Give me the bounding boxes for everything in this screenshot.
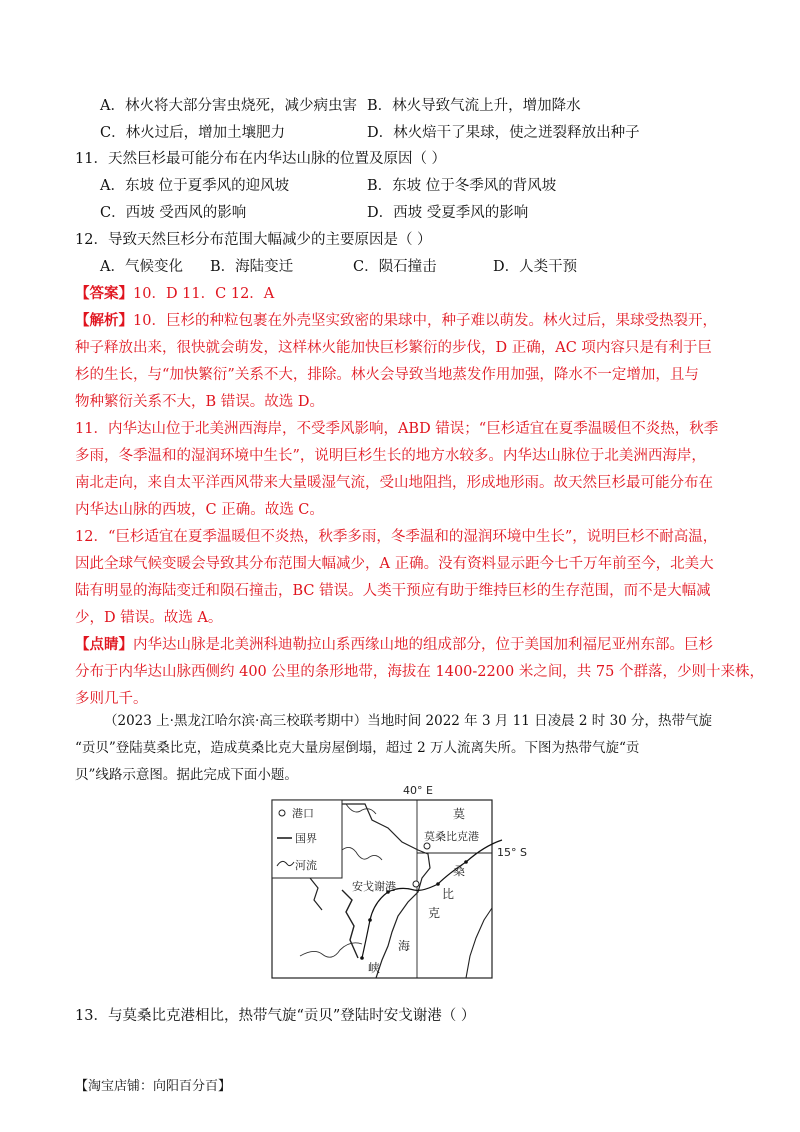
strait-char: 峡 [368,961,381,975]
comment-line: 多则几千。 [75,691,148,707]
q11-option-b: B．东坡 位于冬季风的背风坡 [367,178,557,194]
analysis-line: 多雨，冬季温和的湿润环境中生长”，说明巨杉生长的地方水较多。内华达山脉位于北美洲西海岸， [75,448,706,464]
q11-option-c: C．西坡 受西风的影响 [100,205,247,221]
analysis-line: 物种繁衍关系不大，B 错误。故选 D。 [75,394,324,410]
q12-option-a: A．气候变化 [100,259,183,275]
legend-river-label: 河流 [295,859,317,872]
river-1 [342,847,382,860]
analysis-text: 10．巨杉的种粒包裹在外壳坚实致密的果球中，种子难以萌发。林火过后，果球受热裂开， [133,313,717,329]
analysis-line: 12．“巨杉适宜在夏季温暖但不炎热，秋季多雨，冬季温和的湿润环境中生长”，说明巨杉不耐高温， [75,529,718,545]
country-char: 比 [442,887,455,901]
comment-tag: 【点睛】 [75,636,133,653]
q13-stem: 13．与莫桑比克港相比，热带气旋“贡贝”登陆时安戈谢港（ ） [75,1008,476,1024]
analysis-line: 因此全球气候变暖会导致其分布范围大幅减少，A 正确。没有资料显示距今七千万年前至今，北美大 [75,556,714,572]
cyclone-track [362,840,502,958]
analysis-line: 陆有明显的海陆变迁和陨石撞击，BC 错误。人类干预应有助于维持巨杉的生存范围，而不是大幅减 [75,583,711,599]
analysis-line: 少，D 错误。故选 A。 [75,610,223,626]
analysis-line: 南北走向，来自太平洋西风带来大量暖湿气流，受山地阻挡，形成地形雨。故天然巨杉最可能分布在 [75,475,713,491]
analysis-line: 内华达山脉的西坡，C 正确。故选 C。 [75,502,324,518]
q12-option-d: D．人类干预 [493,259,578,275]
legend-border-label: 国界 [295,832,317,845]
q10-option-c: C．林火过后，增加土壤肥力 [100,125,286,141]
national-border [310,878,322,910]
country-char: 莫 [453,807,466,821]
track-point [368,918,372,922]
mozambique-port-marker [424,843,430,849]
comment-text: 内华达山脉是北美洲科迪勒拉山系西缘山地的组成部分，位于美国加利福尼亚州东部。巨杉 [133,637,713,653]
lat-label: 15° S [497,846,527,859]
analysis-line: 种子释放出来，很快就会萌发，这样林火能加快巨杉繁衍的步伐，D 正确，AC 项内容只是有利于巨 [75,340,712,356]
q12-option-c: C．陨石撞击 [353,259,437,275]
q11-stem: 11．天然巨杉最可能分布在内华达山脉的位置及原因（ ） [75,151,447,167]
footer-shop: 【淘宝店铺：向阳百分百】 [75,1079,232,1094]
comment-line: 分布于内华达山脉西侧约 400 公里的条形地带，海拔在 1400-2200 米之间，共 75 个群落，少则十来株， [75,664,764,680]
lon-label: 40° E [403,784,433,797]
angoche-port-label: 安戈谢港 [352,880,396,893]
cyclone-track-map [270,780,530,980]
country-char: 克 [428,906,441,920]
analysis-line: 杉的生长，与“加快繁衍”关系不大，排除。林火会导致当地蒸发作用加强，降水不一定增加，且与 [75,367,699,383]
track-point [436,882,440,886]
strait-char: 海 [398,939,411,953]
track-point [360,956,364,960]
angoche-port-marker [413,881,419,887]
answer-text: 10．D 11．C 12．A [133,286,275,302]
q10-option-a: A．林火将大部分害虫烧死，减少病虫害 [100,98,357,114]
answer-line [75,284,274,304]
analysis-line: 11．内华达山位于北美洲西海岸，不受季风影响，ABD 错误；“巨杉适宜在夏季温暖但不炎热，秋季 [75,421,719,437]
q11-option-a: A．东坡 位于夏季风的迎风坡 [100,178,290,194]
intro-line: （2023 上·黑龙江哈尔滨·高三校联考期中）当地时间 2022 年 3 月 11 日凌晨 2 时 30 分，热带气旋 [104,713,713,729]
national-border [342,890,358,958]
analysis-tag: 【解析】 [75,312,133,329]
mozambique-port-label: 莫桑比克港 [424,830,479,843]
q10-option-d: D．林火焙干了果球，使之迸裂释放出种子 [367,125,640,141]
river-3 [346,804,376,814]
q10-option-b: B．林火导致气流上升，增加降水 [367,98,581,114]
country-char: 桑 [453,864,466,878]
answer-tag: 【答案】 [75,285,133,302]
q12-stem: 12．导致天然巨杉分布范围大幅减少的主要原因是（ ） [75,232,432,248]
madagascar-coast [466,908,492,978]
q11-option-d: D．西坡 受夏季风的影响 [367,205,529,221]
comment-line-1 [75,635,713,655]
analysis-line-1 [75,311,717,331]
intro-line: 贝”线路示意图。据此完成下面小题。 [75,767,298,783]
q12-option-b: B．海陆变迁 [210,259,294,275]
legend-port-label: 港口 [292,807,314,820]
intro-line: “贡贝”登陆莫桑比克，造成莫桑比克大量房屋倒塌，超过 2 万人流离失所。下图为热带气旋“贡 [75,740,640,756]
